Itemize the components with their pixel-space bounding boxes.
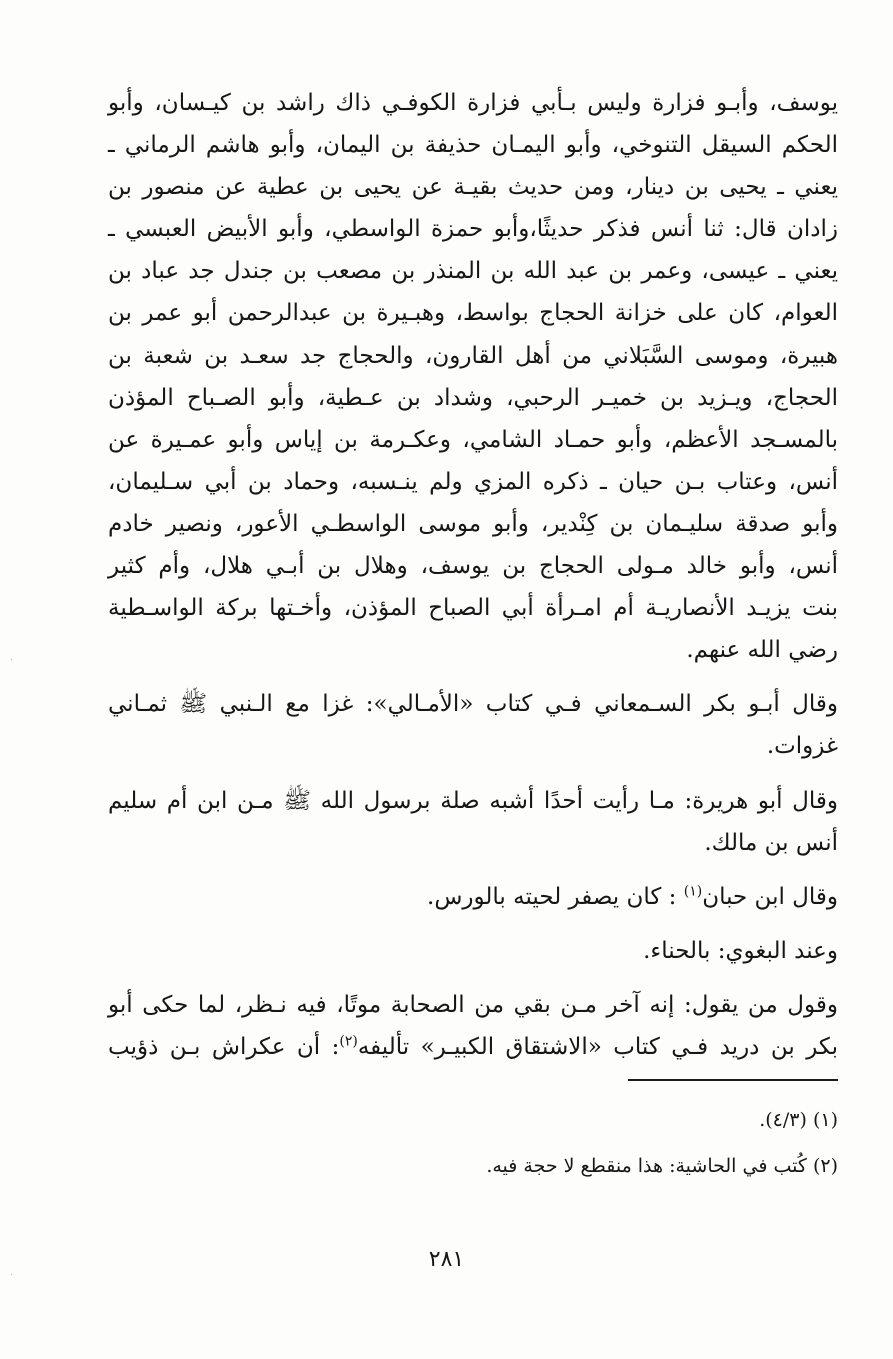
text-line: أنس بن مالك. (704, 829, 838, 856)
text-line: وأبو صدقة سليـمان بن كِنْدير، وأبو موسى الواسطـي الأعور، ونصير خادم (108, 510, 838, 537)
text-line: غزوات. (766, 733, 838, 760)
margin-tick: · (10, 655, 14, 666)
text-line: يعني ـ عيسى، وعمر بن عبد الله بن المنذر بن مصعب بن جندل جد عباد بن (108, 258, 838, 285)
text-line: وقال أبو هريرة: مـا رأيت أحدًا أشبه صلة برسول الله ﷺ مـن ابن أم سليم (108, 787, 838, 814)
text-line (108, 876, 838, 918)
text-line: وعند البغوي: بالحناء. (643, 937, 838, 964)
text-segment: : أن عكراش بـن ذؤيب (108, 1033, 340, 1060)
text-line: أنس، وعتاب بـن حيان ـ ذكره المزي ولم ينـسبه، وحماد بن أبي سـليمان، (108, 468, 838, 495)
footnote-reference[interactable]: (١) (683, 883, 703, 900)
text-line (108, 1026, 838, 1068)
paragraph-baghawi (108, 930, 838, 972)
footnote-number: (٢) (812, 1155, 838, 1177)
text-line: الحجاج، ويـزيد بن خميـر الرحبي، وشداد بن عـطية، وأبو الصـباح المؤذن (108, 384, 838, 411)
text-line: الحكم السيقل التنوخي، وأبو اليمـان حذيفة بن اليمان، وأبو هاشم الرماني ـ (108, 132, 838, 159)
main-text (108, 82, 838, 1080)
text-line: أنس، وأبو خالد مـولى الحجاج بن يوسف، وهلال بن أبـي هلال، وأم كثير (108, 553, 838, 580)
paragraph-abu-hurayra (108, 780, 838, 864)
text-line: العوام، كان على خزانة الحجاج بواسط، وهبـيرة بن عبدالرحمن أبو عمر بن (108, 300, 838, 327)
text-line: هبيرة، وموسى السَّبَلاني من أهل القارون، والحجاج جد سعـد بن شعبة بن (108, 342, 838, 369)
text-line: وقال أبـو بكر السـمعاني فـي كتاب «الأمـالي»: غزا مع الـنبي ﷺ ثمـاني (108, 691, 838, 718)
text-line: يوسف، وأبـو فزارة وليس بـأبي فزارة الكوفـي ذاك راشد بن كيـسان، وأبو (108, 90, 838, 116)
footnote-reference[interactable]: (٢) (339, 1033, 358, 1050)
footnote-separator (628, 1079, 838, 1081)
footnotes (108, 1097, 838, 1189)
footnote-1 (108, 1097, 838, 1143)
text-line: بالمسـجد الأعظم، وأبو حمـاد الشامي، وعكـرمة بن إياس وأبو عمـيرة عن (108, 426, 838, 453)
footnote-text: كُتب في الحاشية: هذا منقطع لا حجة فيه. (486, 1155, 807, 1177)
text-line: يعني ـ يحيى بن دينار، ومن حديث بقيـة عن يحيى بن عطية عن منصور بن (108, 174, 838, 201)
text-line: رضي الله عنهم. (686, 637, 838, 664)
margin-tick: · (10, 1270, 14, 1281)
text-line: بنت يزيـد الأنصاريـة أم امـرأة أبي الصباح المؤذن، وأخـتها بركة الواسـطية (108, 595, 838, 622)
text-segment: بكر بن دريد فـي كتاب «الاشتقاق الكبيـر» تأليفه (357, 1033, 838, 1060)
paragraph-samaani (108, 683, 838, 767)
paragraph-narrators-list (108, 82, 838, 671)
paragraph-ibn-hibban (108, 876, 838, 918)
footnote-number: (١) (812, 1109, 838, 1131)
footnote-text: (٤/٣). (759, 1109, 807, 1131)
page-number: ٢٨١ (428, 1247, 465, 1272)
paragraph-last-survivor (108, 984, 838, 1068)
text-line: زادان قال: ثنا أنس فذكر حديثًا،وأبو حمزة الواسطي، وأبو الأبيض العبسي ـ (108, 216, 838, 243)
text-segment: وقال ابن حبان (702, 883, 838, 910)
footnote-2 (108, 1143, 838, 1189)
text-line: وقول من يقول: إنه آخر مـن بقي من الصحابة موتًا، فيه نـظر، لما حكى أبو (108, 991, 838, 1018)
text-segment: : كان يصفر لحيته بالورس. (427, 883, 684, 910)
